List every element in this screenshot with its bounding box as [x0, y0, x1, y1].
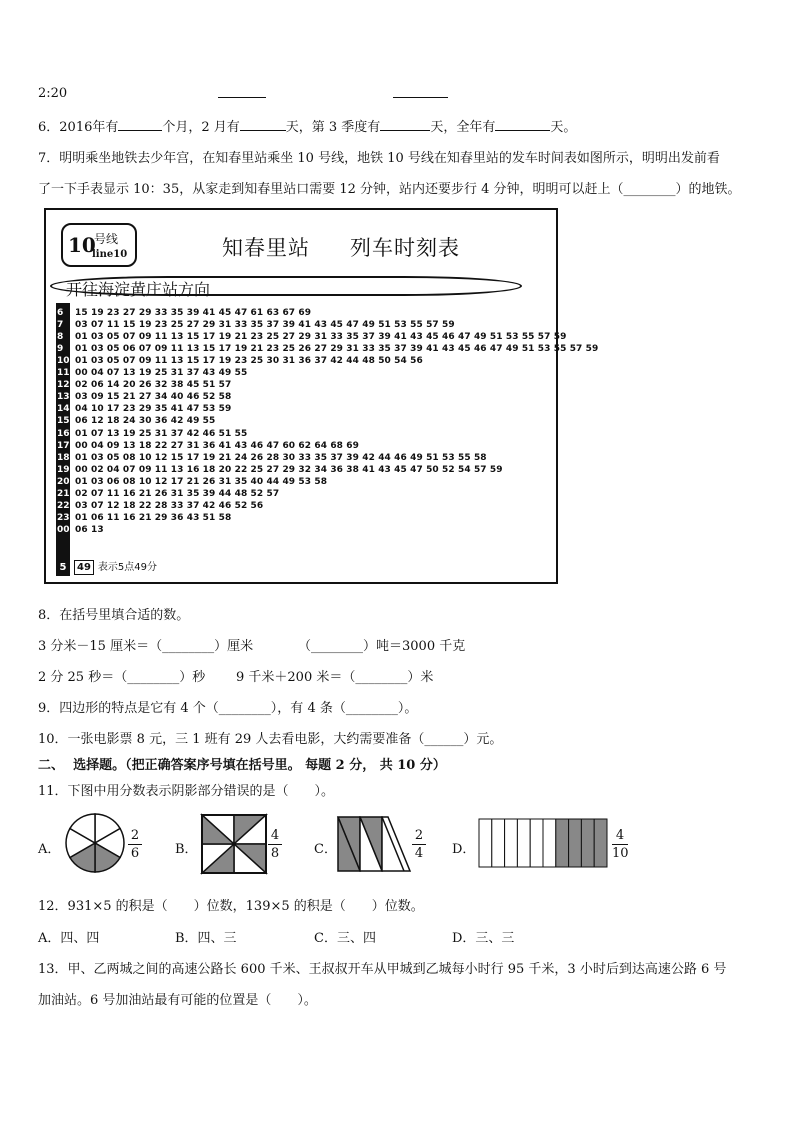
- timetable-hour: 6: [57, 308, 64, 318]
- question-8-title: 8．在括号里填合适的数。: [38, 608, 190, 623]
- strip-cell: [594, 819, 607, 867]
- q12-option-c[interactable]: C．三、四: [314, 931, 376, 946]
- line10-badge: [61, 223, 137, 267]
- strip-cell: [505, 819, 518, 867]
- strip-cell: [492, 819, 505, 867]
- q12-option-d[interactable]: D．三、三: [452, 931, 515, 946]
- timetable-hour: 16: [57, 428, 70, 439]
- question-11: 11．下图中用分数表示阴影部分错误的是（ ）。: [38, 784, 335, 799]
- strip-cell: [581, 819, 594, 867]
- line-en-label: line10: [92, 249, 128, 260]
- timetable-hour: 8: [57, 332, 64, 343]
- line-cn-label: 号线: [94, 232, 119, 246]
- strip-cell: [556, 819, 569, 867]
- q6-blank-4[interactable]: [495, 129, 550, 131]
- option-d-fraction: 4 10: [612, 828, 629, 861]
- timetable-minutes: 06 13: [75, 524, 104, 535]
- strip-cell: [530, 819, 543, 867]
- question-12: 12．931×5 的积是（ ）位数，139×5 的积是（ ）位数。: [38, 899, 424, 914]
- timetable-row: [56, 440, 359, 452]
- timetable-row: [56, 319, 455, 331]
- option-d-strip-figure: [478, 818, 610, 870]
- station-name: 知春里站: [222, 236, 310, 260]
- timetable-minutes: 01 03 05 07 09 11 13 15 17 19 23 25 30 31 36 37 42 44 48 50 54 56: [75, 356, 423, 367]
- timetable-minutes: 01 03 05 06 07 09 11 13 15 17 19 21 23 25 26 27 29 31 33 35 37 39 41 43 45 46 47 49 51 53 55 57 59: [75, 344, 599, 355]
- timetable-legend: [56, 558, 157, 574]
- timetable-row: [56, 452, 487, 464]
- timetable-minutes: 03 07 11 15 19 23 25 27 29 31 33 35 37 39 41 43 45 47 49 51 53 55 57 59: [75, 320, 455, 331]
- direction-banner: 开往海淀黄庄站方向: [50, 276, 522, 296]
- timetable-row: [56, 331, 566, 343]
- timetable-minutes: 01 03 05 07 09 11 13 15 17 19 21 23 25 27 29 31 33 35 37 39 41 43 45 46 47 49 51 53 55 57 59: [75, 332, 567, 343]
- legend-minute: 49: [74, 560, 94, 575]
- legend-hour: 5: [56, 560, 70, 576]
- timetable-row: [56, 391, 231, 403]
- timetable-hour: 13: [57, 392, 70, 403]
- line-number: 10: [68, 233, 96, 257]
- strip-cell: [569, 819, 582, 867]
- timetable-hour: 19: [57, 464, 70, 475]
- timetable-row: [56, 343, 598, 355]
- timetable-hour: 21: [57, 488, 70, 499]
- option-a-fraction: 2 6: [128, 828, 142, 861]
- timetable-minutes: 00 04 09 13 18 22 27 31 36 41 43 46 47 60 62 64 68 69: [75, 440, 360, 451]
- section-2-heading: 二、 选择题。（把正确答案序号填在括号里。 每题 2 分， 共 10 分）: [38, 758, 446, 773]
- timetable-row: [56, 488, 279, 500]
- option-c-parallelogram-figure: [336, 815, 412, 873]
- option-b-fraction: 4 8: [268, 828, 282, 861]
- timetable-hour: 7: [57, 320, 64, 331]
- timetable-row: [56, 500, 263, 512]
- q6-blank-3[interactable]: [380, 129, 430, 131]
- question-6: 6．2016年有 个月，2 月有 天，第 3 季度有 天，全年有 天。: [38, 120, 577, 135]
- q6-blank-2[interactable]: [240, 129, 286, 131]
- timetable-hour: 11: [57, 368, 70, 379]
- strip-cell: [543, 819, 556, 867]
- timetable-hour: 14: [57, 404, 70, 415]
- strip-cell: [517, 819, 530, 867]
- timetable-hour: 20: [57, 476, 70, 487]
- option-c-label: C．: [314, 842, 337, 857]
- timetable-minutes: 02 06 14 20 26 32 38 45 51 57: [75, 380, 232, 391]
- timetable-minutes: 01 03 06 08 10 12 17 21 26 31 35 40 44 49 53 58: [75, 476, 328, 487]
- header-page-marker: 2:20: [38, 86, 68, 101]
- question-7-line2: 了一下手表显示 10：35，从家走到知春里站口需要 12 分钟，站内还要步行 4 分钟，明明可以赶上（________）的地铁。: [38, 182, 741, 197]
- timetable-row: [56, 355, 423, 367]
- timetable-hour: 15: [57, 416, 70, 427]
- timetable-row: [56, 403, 231, 415]
- question-7-line1: 7．明明乘坐地铁去少年宫，在知春里站乘坐 10 号线，地铁 10 号线在知春里站的发车时间表如图所示，明明出发前看: [38, 151, 720, 166]
- header-answer-line-2: [393, 97, 448, 98]
- q6-blank-1[interactable]: [118, 129, 162, 131]
- option-a-circle-figure: [63, 813, 129, 873]
- question-8d: 9 千米＋200 米＝（________）米: [236, 670, 434, 685]
- timetable-row: [56, 464, 503, 476]
- timetable-hour: 9: [57, 344, 64, 355]
- header-answer-line-1: [218, 97, 266, 98]
- timetable-title: [222, 232, 500, 262]
- table-title: 列车时刻表: [350, 236, 460, 260]
- timetable-minutes: 04 10 17 23 29 35 41 47 53 59: [75, 404, 232, 415]
- option-d-label: D．: [452, 842, 476, 857]
- timetable-minutes: 01 06 11 16 21 29 36 43 51 58: [75, 512, 232, 523]
- timetable-row: [56, 428, 247, 440]
- subway-timetable-figure: [44, 208, 599, 584]
- question-13-line2: 加油站。6 号加油站最有可能的位置是（ ）。: [38, 993, 317, 1008]
- timetable-hour: 10: [57, 356, 70, 367]
- timetable-minutes: 02 07 11 16 21 26 31 35 39 44 48 52 57: [75, 488, 280, 499]
- question-10: 10．一张电影票 8 元，三 1 班有 29 人去看电影，大约需要准备（______）元。: [38, 732, 503, 747]
- option-c-fraction: 2 4: [412, 828, 426, 861]
- question-8a: 3 分米－15 厘米＝（________）厘米: [38, 639, 254, 654]
- timetable-hour: 00: [57, 524, 70, 535]
- timetable-minutes: 03 07 12 18 22 28 33 37 42 46 52 56: [75, 500, 264, 511]
- question-8c: 2 分 25 秒＝（________）秒: [38, 670, 206, 685]
- q12-option-b[interactable]: B．四、三: [175, 931, 237, 946]
- timetable-hour: 18: [57, 452, 70, 463]
- strip-cell: [479, 819, 492, 867]
- timetable-row: [56, 524, 104, 536]
- timetable-row: [56, 367, 247, 379]
- option-b-label: B．: [175, 842, 198, 857]
- timetable-minutes: 06 12 18 24 30 36 42 49 55: [75, 416, 216, 427]
- timetable-hour: 22: [57, 500, 70, 511]
- timetable-minutes: 15 19 23 27 29 33 35 39 41 45 47 61 63 67 69: [75, 308, 312, 318]
- timetable-row: [56, 415, 215, 427]
- timetable-hour: 17: [57, 440, 70, 451]
- option-b-square-figure: [200, 813, 268, 875]
- question-9: 9．四边形的特点是它有 4 个（________），有 4 条（________）。: [38, 701, 418, 716]
- question-13-line1: 13．甲、乙两城之间的高速公路长 600 千米、王叔叔开车从甲城到乙城每小时行 95 千米，3 小时后到达高速公路 6 号: [38, 962, 727, 977]
- timetable-row: [56, 512, 231, 524]
- option-a-label: A．: [38, 842, 61, 857]
- timetable-row: [56, 307, 311, 319]
- timetable-row: [56, 476, 327, 488]
- timetable-row: [56, 379, 231, 391]
- timetable-minutes: 01 07 13 19 25 31 37 42 46 51 55: [75, 428, 248, 439]
- q12-option-a[interactable]: A．四、四: [38, 931, 100, 946]
- timetable-minutes: 01 03 05 08 10 12 15 17 19 21 24 26 28 30 33 35 37 39 42 44 46 49 51 53 55 58: [75, 452, 487, 463]
- timetable-hour: 23: [57, 512, 70, 523]
- question-8b: （________）吨＝3000 千克: [298, 639, 466, 654]
- timetable-hour: 12: [57, 380, 70, 391]
- legend-text: 表示5点49分: [97, 562, 158, 573]
- timetable-minutes: 03 09 15 21 27 34 40 46 52 58: [75, 392, 232, 403]
- timetable-minutes: 00 02 04 07 09 11 13 16 18 20 22 25 27 29 32 34 36 38 41 43 45 47 50 52 54 57 59: [75, 464, 503, 475]
- timetable-minutes: 00 04 07 13 19 25 31 37 43 49 55: [75, 368, 248, 379]
